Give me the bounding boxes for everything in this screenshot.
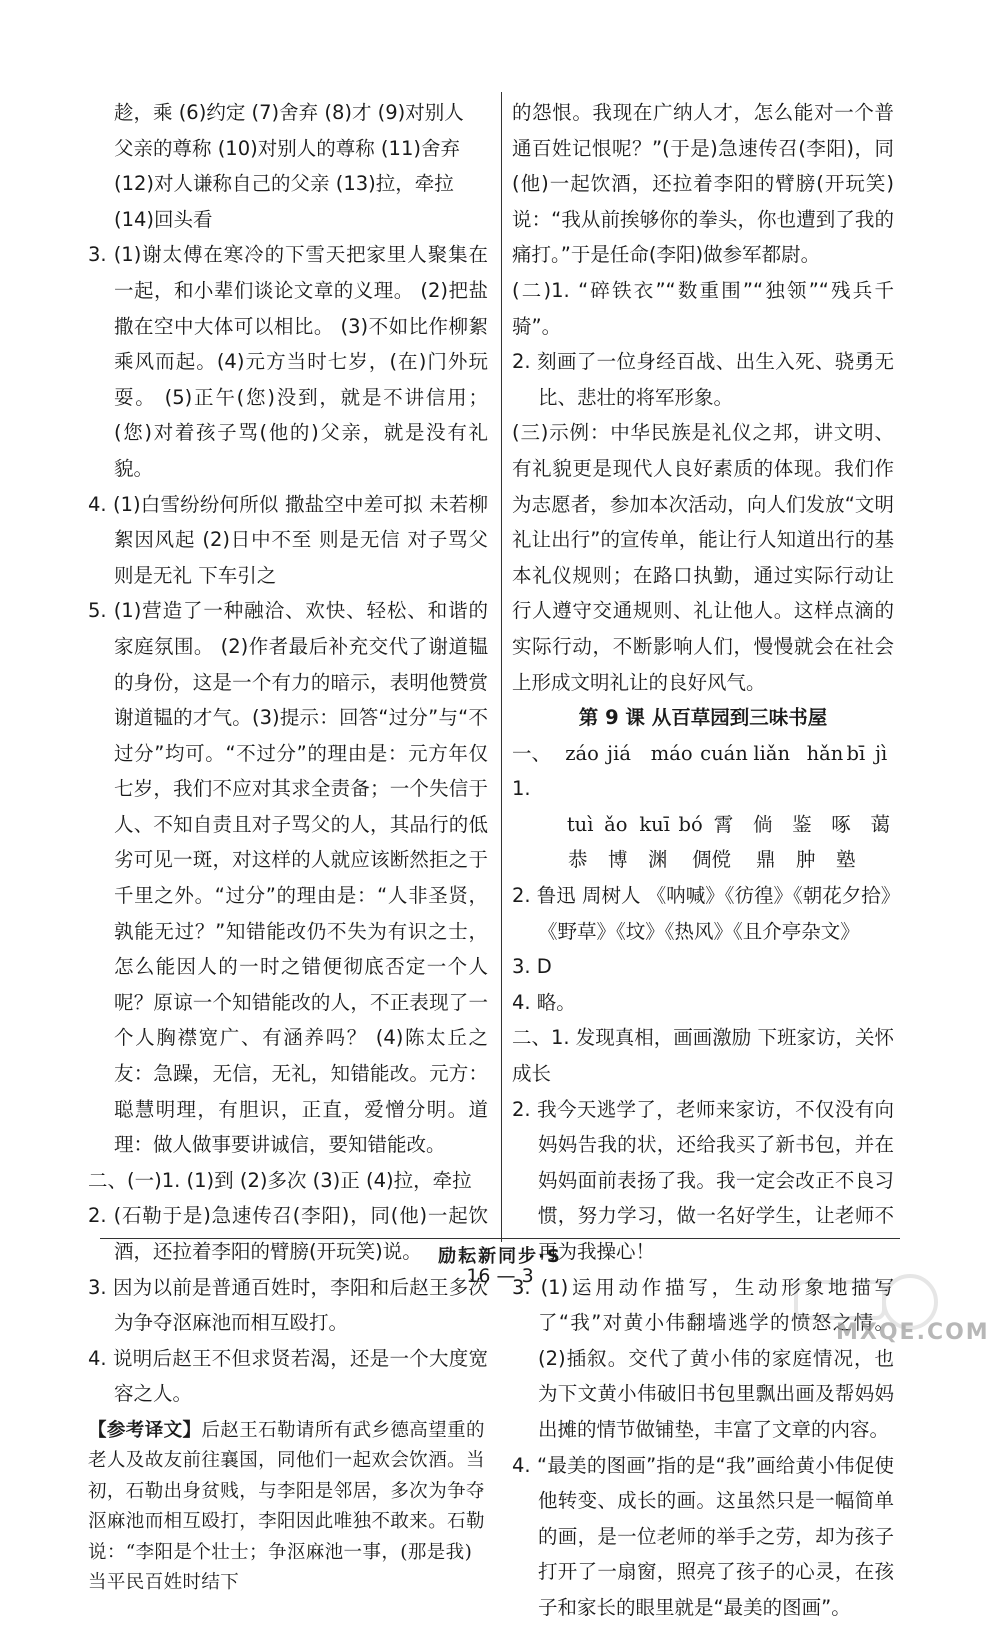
char-item: 蔼 [870,812,890,836]
char-item: 倜傥 [692,848,732,872]
pinyin-item: tuì [566,812,594,836]
part-2-q1: (二)1. “碎铁衣”“数重围”“独领”“残兵千骑”。 [512,278,894,338]
left-column [88,95,488,1599]
answer-line: (12)对人谦称自己的父亲 (13)拉，牵拉 [114,172,454,196]
char-item: 塾 [836,848,856,872]
pinyin-item: hǎn [806,741,844,765]
pinyin-item: jì [875,741,888,765]
lesson9-part2-q4: 4. “最美的图画”指的是“我”画给黄小伟促使他转变、成长的画。这虽然只是一幅简单的画，是一位老师的举手之劳，却为孩子打开了一扇窗，照亮了孩子的心灵，在孩子和家长的眼里就是“最美的图画”。 [512,1453,894,1619]
part-3-example: (三)示例：中华民族是礼仪之邦，讲文明、有礼貌更是现代人良好素质的体现。我们作为志愿者，参加本次活动，向人们发放“文明礼让出行”的宣传单，能让行人知道出行的基本礼仪规则；在路口执勤，通过实际行动让行人遵守交通规则、礼让他人。这样点滴的实际行动，不断影响人们，慢慢就会在社会上形成文明礼让的良好风气。 [512,421,894,694]
char-item: 肿 [796,848,816,872]
lesson9-part2-q3: 3. (1)运用动作描写，生动形象地描写了“我”对黄小伟翻墙逃学的愤怒之情。 (2)插叙。交代了黄小伟的家庭情况，也为下文黄小伟破旧书包里飘出画及帮妈妈出摊的情节做铺垫，丰富了文章的内容。 [512,1275,894,1441]
pinyin-item: bī [846,741,866,765]
lesson9-part2-q2: 2. 我今天逃学了，老师来家访，不仅没有向妈妈告我的状，还给我买了新书包，并在妈妈面前表扬了我。我一定会改正不良习惯，努力学习，做一名好学生，让老师不再为我操心！ [512,1097,894,1263]
section-2-q1: 二、(一)1. (1)到 (2)多次 (3)正 (4)拉，牵拉 [88,1168,472,1192]
brand-logo: 励耘新同步·S [438,1246,562,1267]
reference-translation-body: 后赵王石勒请所有武乡德高望重的老人及故友前往襄国，同他们一起欢会饮酒。当初，石勒出身贫贱，与李阳是邻居，多次为争夺沤麻池而相互殴打，李阳因此唯独不敢来。石勒说：“李阳是个壮士；争沤麻池一事，(那是我)当平民百姓时结下 [88,1419,485,1594]
pinyin-item: ǎo [604,812,628,836]
indent-spacer [512,807,567,843]
pinyin-item: kuī [639,812,670,836]
pinyin-item: máo [650,741,693,765]
reference-translation-tag: 【参考译文】 [88,1419,202,1441]
pinyin-item: bó [678,812,703,836]
pinyin-item: cuán [700,741,748,765]
char-item: 恭 [568,848,588,872]
answer-q4: 4. (1)白雪纷纷何所似 撒盐空中差可拟 未若柳絮因风起 (2)日中不至 则是无信 对子骂父则是无礼 下车引之 [88,492,488,587]
char-item: 霄 [713,812,734,836]
section-2-q3: 3. 因为以前是普通百姓时，李阳和后赵王多次为争夺沤麻池而相互殴打。 [88,1275,488,1335]
translation-continued: 的怨恨。我现在广纳人才，怎么能对一个普通百姓记恨呢？”(于是)急速传召(李阳)，同(他)一起饮酒，还拉着李阳的臂膀(开玩笑)说：“我从前挨够你的拳头，你也遭到了我的痛打。”于是任命(李阳)做参军都尉。 [512,101,894,267]
answer-line: 父亲的尊称 (10)对别人的尊称 (11)舍弃 [114,136,460,160]
page-number: 16 — 3 [466,1265,534,1287]
char-item: 博 [608,848,628,872]
section-2-q4: 4. 说明后赵王不但求贤若渴，还是一个大度宽容之人。 [88,1346,488,1406]
pinyin-item: záo [565,741,599,765]
lesson-title: 第 9 课 从百草园到三味书屋 [578,706,828,730]
answer-line: (14)回头看 [114,207,213,231]
pinyin-label: 一、1. [512,741,552,801]
lesson9-q2-cont: 《野草》《坟》《热风》《且介亭杂文》 [538,919,860,943]
right-column [512,95,901,1626]
watermark-text: MXQE.COM [836,1320,990,1345]
lesson9-q3: 3. D [512,955,552,979]
lesson9-q2: 2. 鲁迅 周树人 《呐喊》《彷徨》《朝花夕拾》 [512,884,901,908]
lesson9-part2-q1: 二、1. 发现真相，画画激励 下班家访，关怀成长 [512,1026,895,1086]
char-item: 倘 [752,812,773,836]
pinyin-row-2 [512,807,894,843]
char-item: 渊 [648,848,668,872]
pinyin-item: liǎn [753,741,791,765]
part-2-q2: 2. 刻画了一位身经百战、出生入死、骁勇无比、悲壮的将军形象。 [512,350,894,409]
pinyin-item: jiá [607,741,631,765]
answer-q3: 3. (1)谢太傅在寒冷的下雪天把家里人聚集在一起，和小辈们谈论文章的义理。 (2)把盐撒在空中大体可以相比。 (3)不如比作柳絮乘风而起。(4)元方当时七岁，(在)门外玩耍。 (5)正午(您)没到，就是不讲信用；(您)对着孩子骂(他的)父亲，就是没有礼貌。 [88,243,488,480]
footer-rule [100,1238,900,1239]
reference-translation [88,1416,488,1599]
answer-q5: 5. (1)营造了一种融洽、欢快、轻松、和谐的家庭氛围。 (2)作者最后补充交代了谢道韫的身份，这是一个有力的暗示，表明他赞赏谢道韫的才气。(3)提示：回答“过分”与“不过分”均可。“不过分”的理由是：元方年仅七岁，我们不应对其求全责备；一个失信于人、不知自责且对子骂父的人，其品行的低劣可见一斑，对这样的人就应该断然拒之于千里之外。“过分”的理由是：“人非圣贤，孰能无过？”知错能改仍不失为有识之士，怎么能因人的一时之错便彻底否定一个人呢？原谅一个知错能改的人，不正表现了一个人胸襟宽广、有涵养吗？ (4)陈太丘之友：急躁，无信，无礼，知错能改。元方：聪慧明理，有胆识，正直，爱憎分明。道理：做人做事要讲诚信，要知错能改。 [88,599,488,1157]
char-row-3 [512,842,894,878]
lesson9-q4: 4. 略。 [512,990,576,1014]
indent-spacer [512,842,568,878]
pinyin-row-1 [512,736,894,807]
char-item: 啄 [831,812,851,836]
char-item: 鼎 [756,848,776,872]
section-2-q2: 2. (石勒于是)急速传召(李阳)，同(他)一起饮酒，还拉着李阳的臂膀(开玩笑)说。 [88,1204,488,1263]
answer-line: 趁，乘 (6)约定 (7)舍弃 (8)才 (9)对别人 [114,101,464,124]
column-divider [501,92,502,1242]
char-item: 鉴 [792,812,812,836]
